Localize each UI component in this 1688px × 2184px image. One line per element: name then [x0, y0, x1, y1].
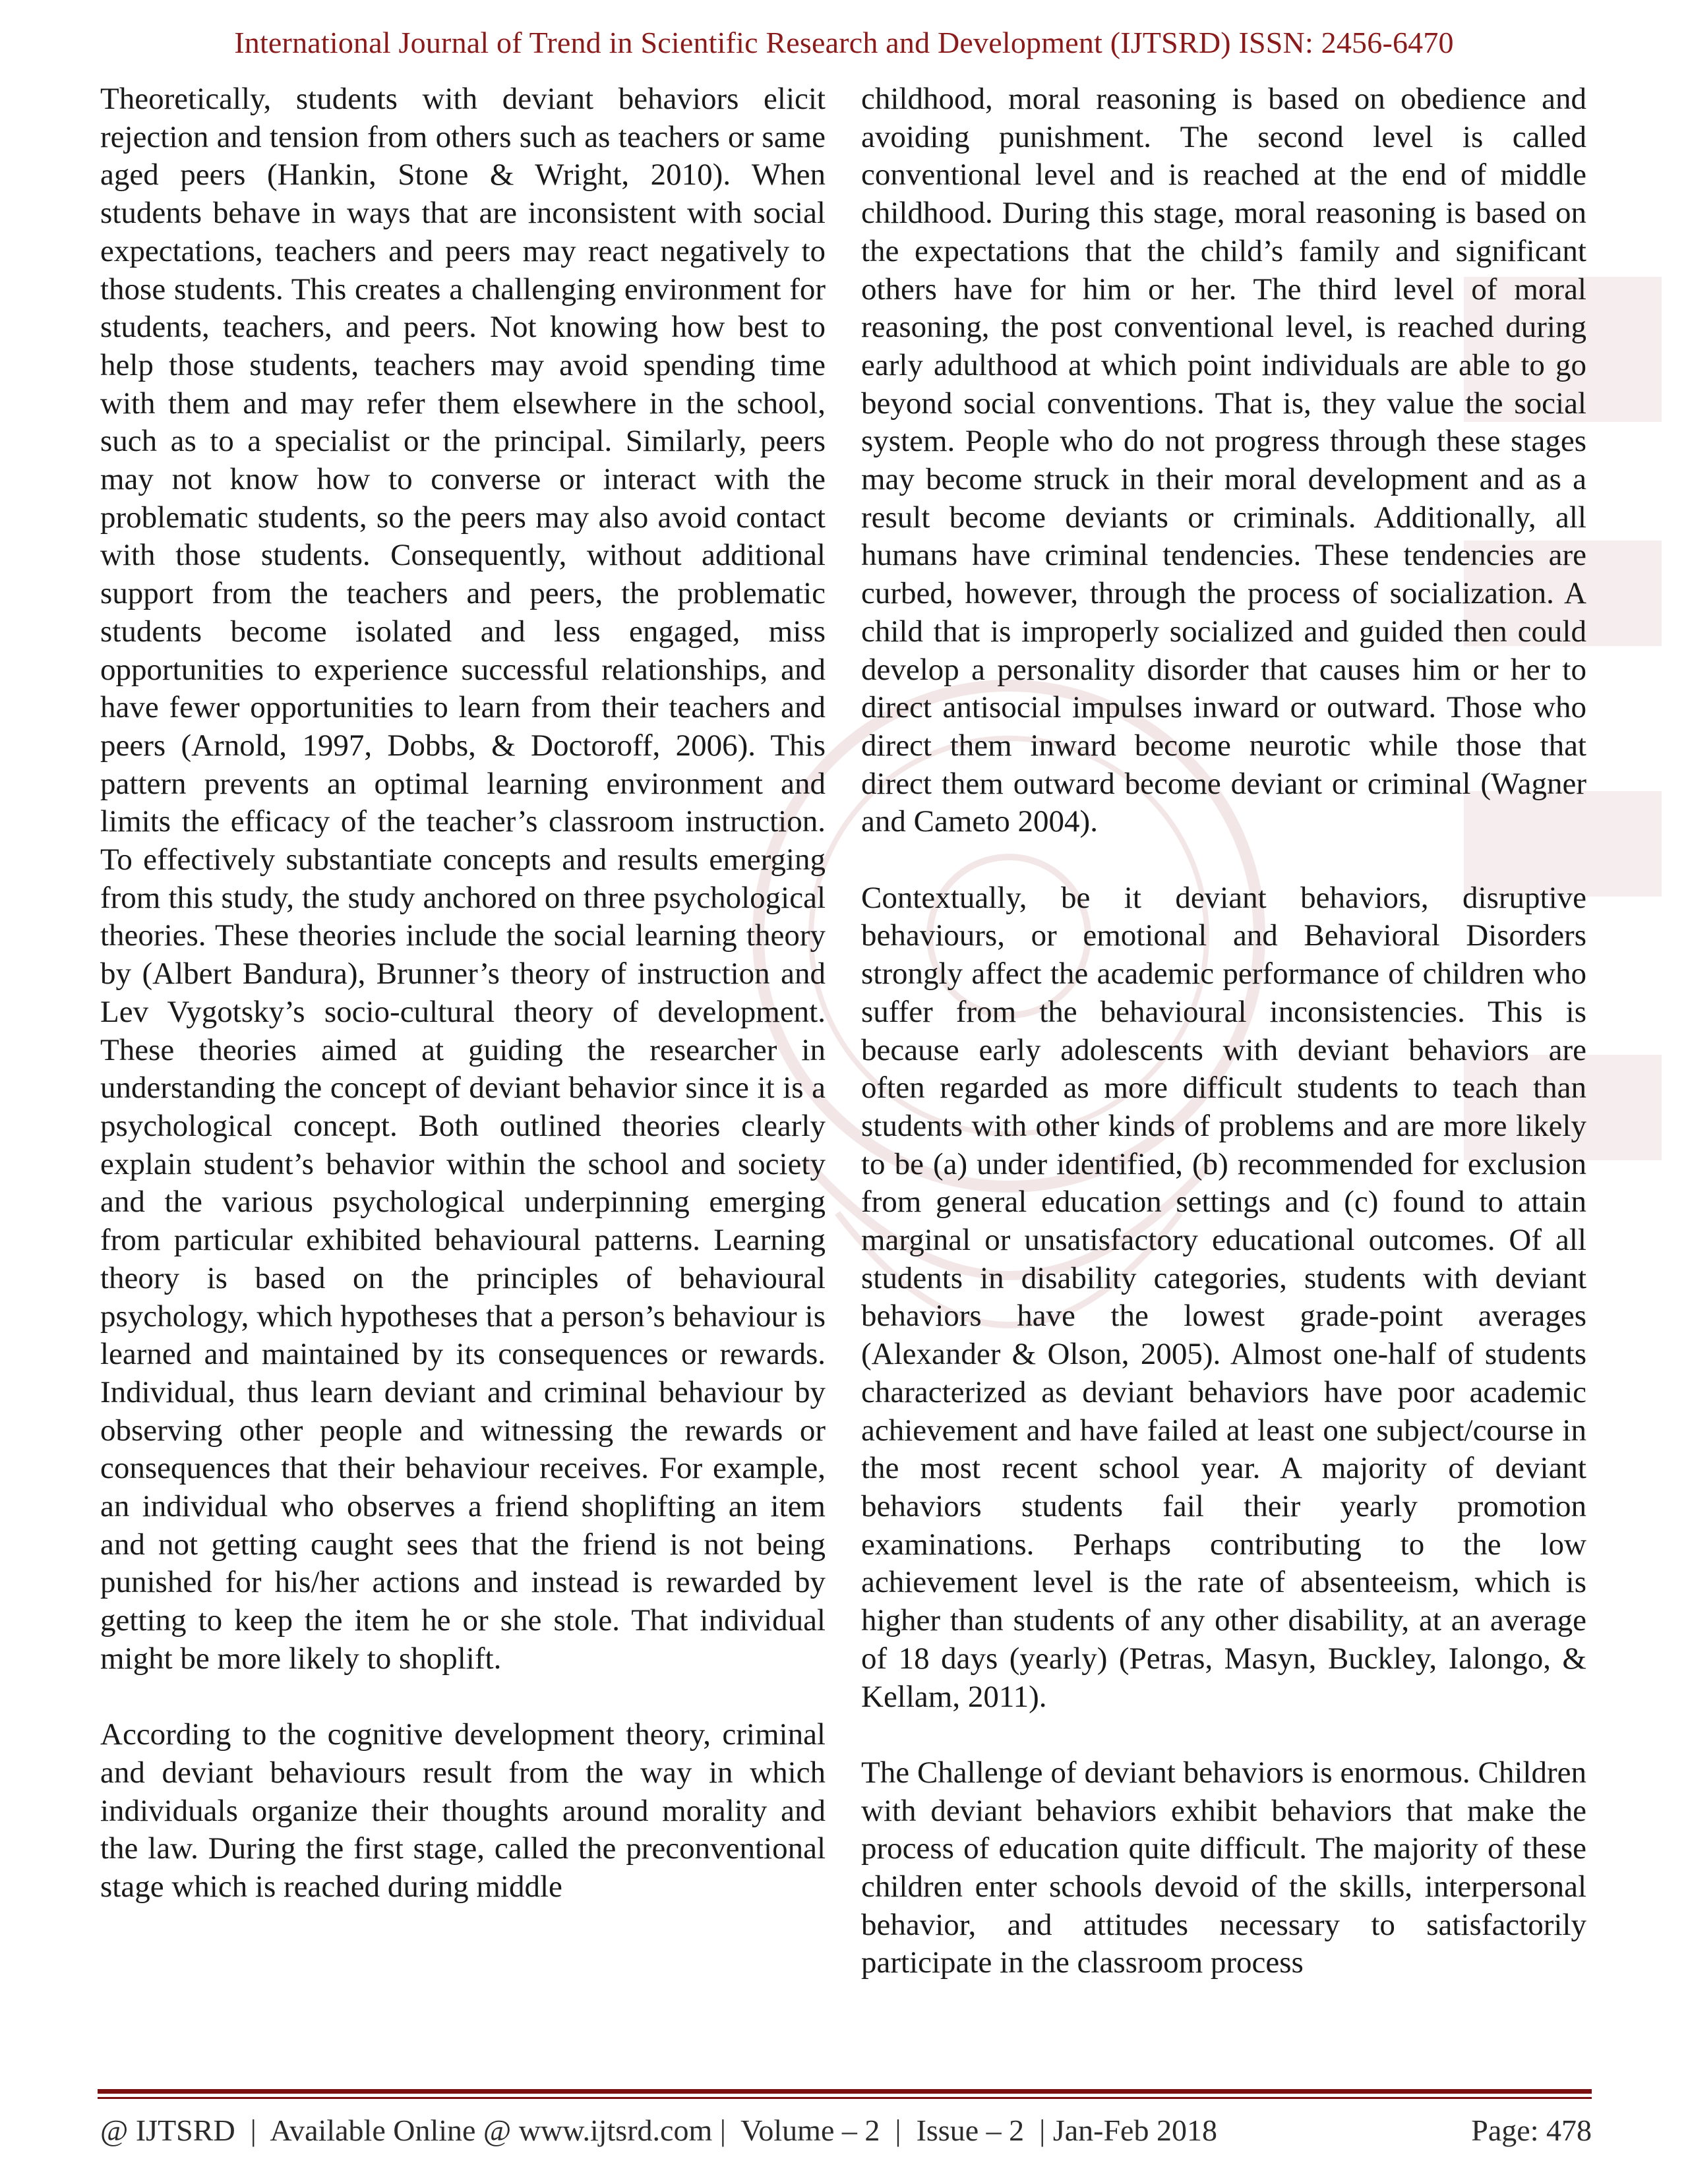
footer-publication-text: @ IJTSRD | Available Online @ www.ijtsrd.com | Volume – 2 | Issue – 2 | Jan-Feb 2018 — [100, 2113, 1217, 2147]
right-column — [861, 80, 1586, 1982]
body-paragraph: childhood, moral reasoning is based on obedience and avoiding punishment. The second level is called conventional level and is reached at the end of middle childhood. During this stage, moral reasoning is based on the expectations that the child’s family and significant others have for him or her. The third level of moral reasoning, the post conventional level, is reached during early adulthood at which point individuals are able to go beyond social conventions. That is, they value the social system. People who do not progress through these stages may become struck in their moral development and as a result become deviants or criminals. Additionally, all humans have criminal tendencies. These tendencies are curbed, however, through the process of socialization. A child that is improperly socialized and guided then could develop a personality disorder that causes him or her to direct antisocial impulses inward or outward. Those who direct them inward become neurotic while those that direct them outward become deviant or criminal (Wagner and Cameto 2004). — [861, 82, 1586, 839]
journal-header: International Journal of Trend in Scientific Research and Development (IJTSRD) ISSN: 2456-6470 — [234, 26, 1454, 59]
body-paragraph: The Challenge of deviant behaviors is enormous. Children with deviant behaviors exhibit behaviors that make the process of education quite difficult. The majority of these children enter schools devoid of the skills, interpersonal behavior, and attitudes necessary to satisfactorily participate in the classroom process — [861, 1755, 1586, 1980]
body-paragraph: Theoretically, students with deviant behaviors elicit rejection and tension from others such as teachers or same aged peers (Hankin, Stone & Wright, 2010). When students behave in ways that are inconsistent with social expectations, teachers and peers may react negatively to those students. This creates a challenging environment for students, teachers, and peers. Not knowing how best to help those students, teachers may avoid spending time with them and may refer them elsewhere in the school, such as to a specialist or the principal. Similarly, peers may not know how to converse or interact with the problematic students, so the peers may also avoid contact with those students. Consequently, without additional support from the teachers and peers, the problematic students become isolated and less engaged, miss opportunities to experience successful relationships, and have fewer opportunities to learn from their teachers and peers (Arnold, 1997, Dobbs, & Doctoroff, 2006). This pattern prevents an optimal learning environment and limits the efficacy of the teacher’s classroom instruction. To effectively substantiate concepts and results emerging from this study, the study anchored on three psychological theories. These theories include the social learning theory by (Albert Bandura), Brunner’s theory of instruction and Lev Vygotsky’s socio-cultural theory of development. These theories aimed at guiding the researcher in understanding the concept of deviant behavior since it is a psychological concept. Both outlined theories clearly explain student’s behavior within the school and society and the various psychological underpinning emerging from particular exhibited behavioural patterns. Learning theory is based on the principles of behavioural psychology, which hypotheses that a person’s behaviour is learned and maintained by its consequences or rewards. Individual, thus learn deviant and criminal behaviour by observing other people and witnessing the rewards or consequences that their behaviour receives. For example, an individual who observes a friend shoplifting an item and not getting caught sees that the friend is not being punished for his/her actions and instead is rewarded by getting to keep the item he or she stole. That individual might be more likely to shoplift. — [100, 82, 826, 1676]
footer-publication-info — [100, 2113, 1217, 2148]
footer-divider-thin — [98, 2097, 1592, 2099]
footer-divider-thick — [98, 2089, 1592, 2094]
left-column — [100, 80, 826, 1906]
body-paragraph: According to the cognitive development theory, criminal and deviant behaviours result from the way in which individuals organize their thoughts around morality and the law. During the first stage, called the preconventional stage which is reached during middle — [100, 1717, 826, 1904]
page-number: Page: 478 — [1471, 2113, 1592, 2147]
page-footer — [100, 2113, 1592, 2148]
body-paragraph: Contextually, be it deviant behaviors, disruptive behaviours, or emotional and Behavioral Disorders strongly affect the academic performance of children who suffer from the behavioural inconsistencies. This is because early adolescents with deviant behaviors are often regarded as more difficult students to teach than students with other kinds of problems and are more likely to be (a) under identified, (b) recommended for exclusion from general education settings and (c) found to attain marginal or unsatisfactory educational outcomes. Of all students in disability categories, students with deviant behaviors have the lowest grade-point averages (Alexander & Olson, 2005). Almost one-half of students characterized as deviant behaviors have poor academic achievement and have failed at least one subject/course in the most recent school year. A majority of deviant behaviors students fail their yearly promotion examinations. Perhaps contributing to the low achievement level is the rate of absenteeism, which is higher than students of any other disability, at an average of 18 days (yearly) (Petras, Masyn, Buckley, Ialongo, & Kellam, 2011). — [861, 880, 1586, 1714]
